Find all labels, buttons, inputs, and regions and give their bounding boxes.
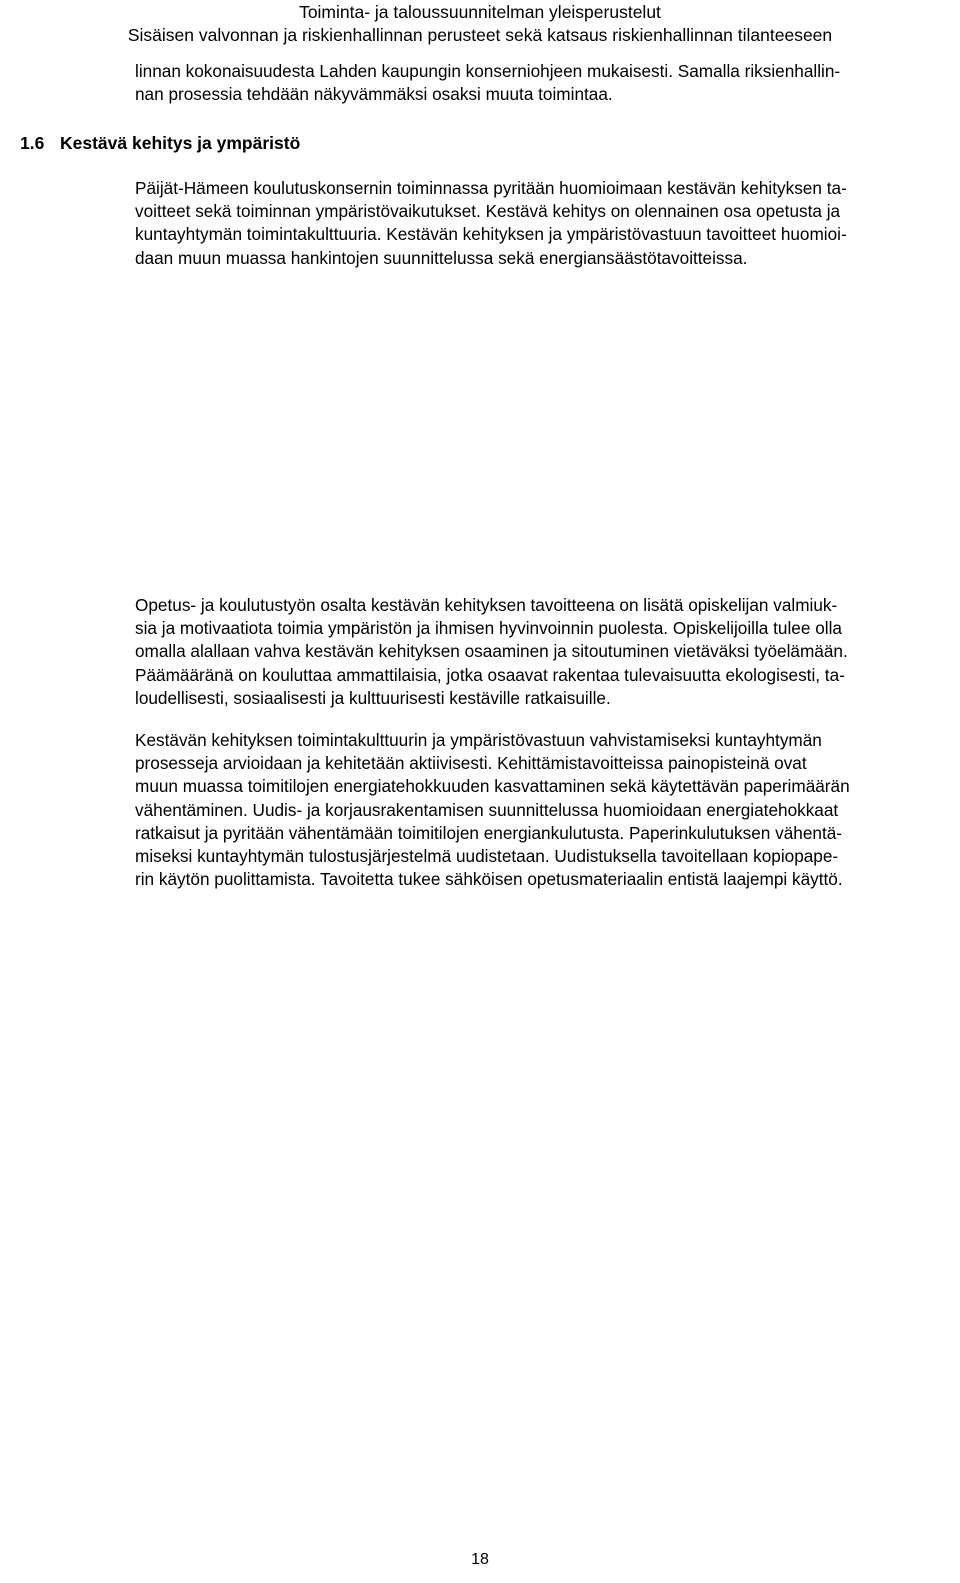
section-title: Kestävä kehitys ja ympäristö [60, 133, 301, 153]
text-line: voitteet sekä toiminnan ympäristövaikutukset. Kestävä kehitys on olennainen osa opetusta ja [135, 201, 841, 222]
section-heading [20, 132, 300, 155]
text-line: ratkaisut ja pyritään vähentämään toimitilojen energiankulutusta. Paperinkulutuksen vähentä- [135, 822, 843, 843]
text-line: Kestävän kehityksen toimintakulttuurin ja ympäristövastuun vahvistamiseksi kuntayhtymän [135, 730, 822, 750]
text-line: rin käytön puolittamista. Tavoitetta tukee sähköisen opetusmateriaalin entistä laajempi käyttö. [135, 869, 843, 890]
text-line: sia ja motivaatiota toimia ympäristön ja ihmisen hyvinvoinnin puolesta. Opiskelijoilla tulee olla [135, 618, 842, 639]
text-line: prosesseja arvioidaan ja kehitetään aktiivisesti. Kehittämistavoitteissa painopisteinä ovat [135, 753, 807, 774]
paragraph-2 [135, 594, 955, 710]
text-line: kuntayhtymän toimintakulttuuria. Kestävän kehityksen ja ympäristövastuun tavoitteet huomioi- [135, 224, 847, 245]
header-title: Toiminta- ja taloussuunnitelman yleisperustelut [299, 2, 661, 22]
text-line: linnan kokonaisuudesta Lahden kaupungin konserniohjeen mukaisesti. Samalla riksienhallin- [135, 61, 841, 81]
text-line: vähentäminen. Uudis- ja korjausrakentamisen suunnittelussa huomioidaan energiatehokkaat [135, 799, 839, 820]
section-number: 1.6 [20, 133, 45, 153]
paragraph-1 [135, 177, 955, 270]
text-line: Opetus- ja koulutustyön osalta kestävän kehityksen tavoitteena on lisätä opiskelijan valmiuk- [135, 595, 838, 615]
page-number: 18 [471, 1551, 489, 1568]
text-line: Päämääränä on kouluttaa ammattilaisia, jotka osaavat rakentaa tulevaisuutta ekologisesti, ta- [135, 664, 845, 685]
page-header [0, 0, 960, 47]
text-line: daan muun muassa hankintojen suunnittelussa sekä energiansäästötavoitteissa. [135, 247, 748, 268]
text-line: nan prosessia tehdään näkyvämmäksi osaksi muuta toimintaa. [135, 84, 613, 105]
header-subtitle: Sisäisen valvonnan ja riskienhallinnan perusteet sekä katsaus riskienhallinnan tilanteeseen [127, 25, 833, 45]
text-line: Päijät-Hämeen koulutuskonsernin toiminnassa pyritään huomioimaan kestävän kehityksen ta- [135, 178, 847, 198]
paragraph-3 [135, 729, 955, 891]
text-line: loudellisesti, sosiaalisesti ja kulttuurisesti kestäville ratkaisuille. [135, 687, 611, 708]
text-line: miseksi kuntayhtymän tulostusjärjestelmä uudistetaan. Uudistuksella tavoitellaan kopiopape- [135, 846, 839, 867]
continuation-paragraph [135, 60, 955, 106]
text-line: omalla alallaan vahva kestävän kehityksen osaaminen ja sitoutuminen vietäväksi työelämään. [135, 641, 848, 662]
text-line: muun muassa toimitilojen energiatehokkuuden kasvattaminen sekä käytettävän paperimäärän [135, 776, 850, 797]
